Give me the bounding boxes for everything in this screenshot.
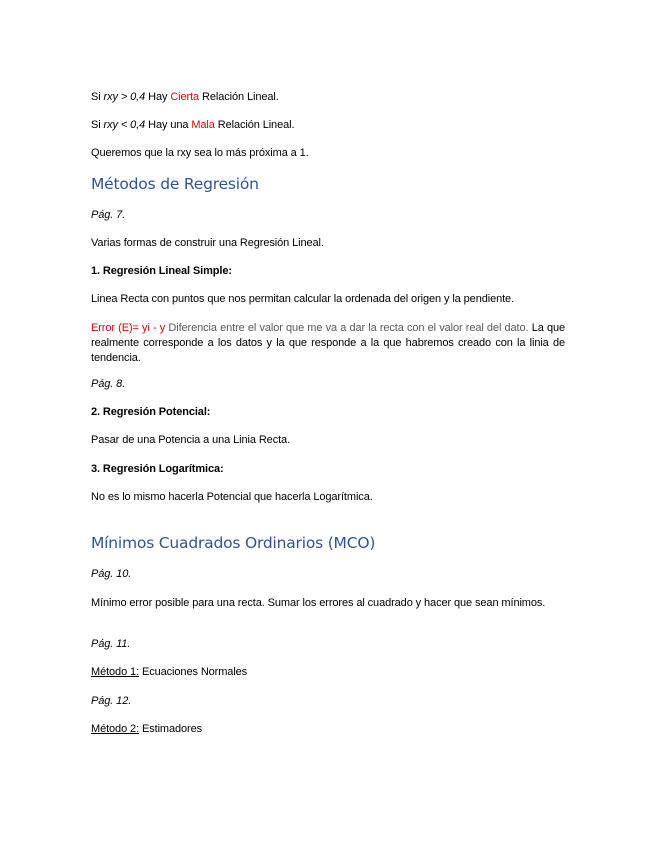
heading-mco: Mínimos Cuadrados Ordinarios (MCO) — [91, 534, 376, 552]
error-formula: Error (E)= yi - y — [91, 322, 166, 334]
page-ref-7: Pág. 7. — [91, 209, 126, 221]
paragraph-logaritmica: No es lo mismo hacerla Potencial que hacerla Logarítmica. — [91, 491, 373, 503]
paragraph-mala — [91, 118, 294, 133]
heading-metodos-regresion: Métodos de Regresión — [91, 175, 259, 193]
subheading-logaritmica: 3. Regresión Logarítmica: — [91, 463, 224, 475]
page-ref-11: Pág. 11. — [91, 638, 131, 650]
highlight-cierta: Cierta — [170, 91, 200, 103]
rxy-condition: rxy < 0,4 — [103, 119, 146, 131]
highlight-mala: Mala — [191, 119, 215, 131]
rxy-condition: rxy > 0,4 — [103, 91, 146, 103]
paragraph-rxy: Queremos que la rxy sea lo más próxima a 1. — [91, 147, 309, 159]
error-definition: Diferencia entre el valor que me va a dar la recta con el valor real del dato. — [165, 322, 529, 334]
subheading-lineal-simple: 1. Regresión Lineal Simple: — [91, 265, 232, 277]
paragraph-cierta — [91, 90, 279, 105]
page-ref-10: Pág. 10. — [91, 568, 132, 580]
metodo-label: Método 2: — [91, 723, 140, 735]
page-ref-12: Pág. 12. — [91, 695, 132, 707]
paragraph-formas: Varias formas de construir una Regresión Lineal. — [91, 237, 324, 249]
page-ref-8: Pág. 8. — [91, 378, 126, 390]
text: Hay — [145, 91, 171, 103]
text: La que realmente corresponde a los datos y la que responde a la que habremos creado con la linia de tendencia. — [91, 322, 565, 364]
paragraph-potencia: Pasar de una Potencia a una Linia Recta. — [91, 434, 291, 446]
metodo-text: Estimadores — [139, 723, 203, 735]
text: Si — [91, 91, 104, 103]
paragraph-minimo-error: Mínimo error posible para una recta. Sumar los errores al cuadrado y hacer que sean mínimos. — [91, 597, 546, 609]
metodo-label: Método 1: — [91, 666, 140, 678]
metodo-1 — [91, 665, 247, 680]
subheading-potencial: 2. Regresión Potencial: — [91, 406, 211, 418]
paragraph-error — [91, 321, 565, 366]
paragraph-linea-recta: Linea Recta con puntos que nos permitan calcular la ordenada del origen y la pendiente. — [91, 293, 515, 305]
text: Hay una — [145, 119, 192, 131]
text: Relación Lineal. — [214, 119, 295, 131]
metodo-2 — [91, 722, 202, 737]
metodo-text: Ecuaciones Normales — [139, 666, 248, 678]
text: Si — [91, 119, 104, 131]
text: Relación Lineal. — [199, 91, 279, 103]
